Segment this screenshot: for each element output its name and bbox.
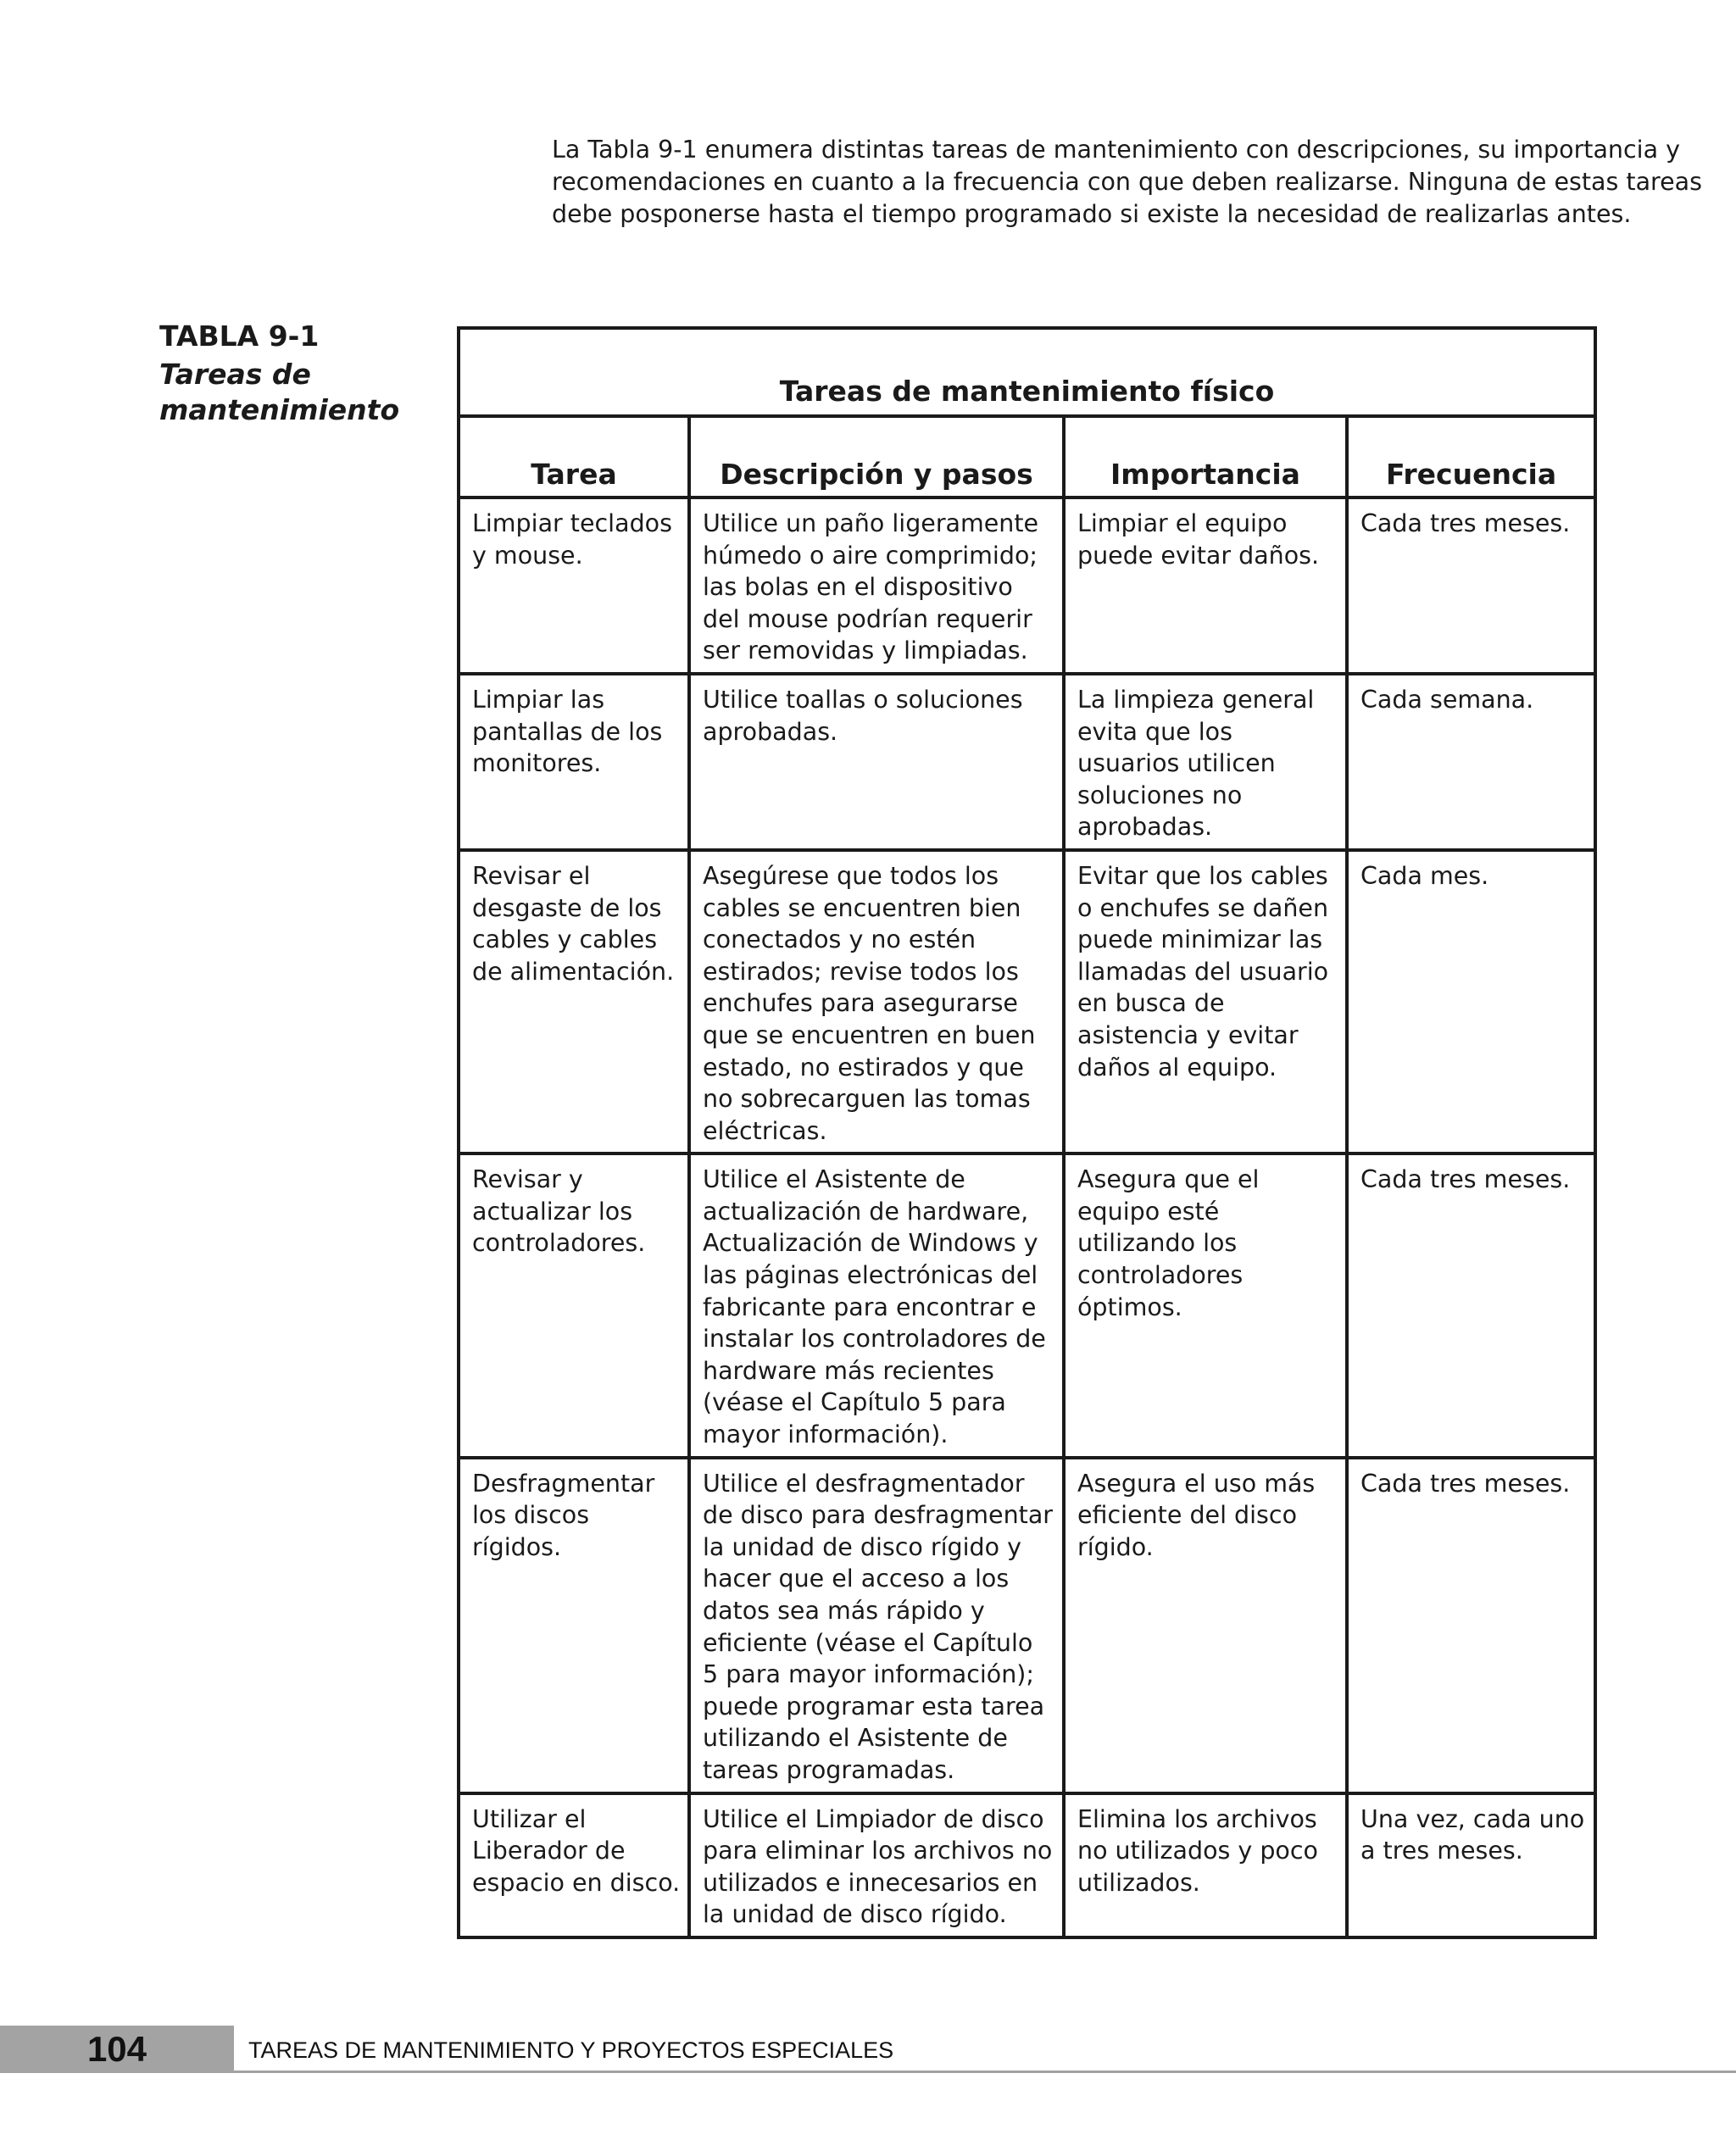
table-number: TABLA 9-1	[159, 320, 320, 353]
importancia-cell: La limpieza general evita que los usuarios utilicen soluciones no aprobadas.	[1064, 674, 1347, 850]
tarea-cell: Limpiar las pantallas de los monitores.	[459, 674, 689, 850]
table-row	[459, 1153, 1595, 1457]
tarea-cell: Desfragmentar los discos rígidos.	[459, 1458, 689, 1793]
importancia-cell: Elimina los archivos no utilizados y poco utilizados.	[1064, 1793, 1347, 1937]
frecuencia-cell: Una vez, cada uno a tres meses.	[1347, 1793, 1595, 1937]
frecuencia-cell: Cada semana.	[1347, 674, 1595, 850]
tarea-cell: Revisar el desgaste de los cables y cables de alimentación.	[459, 850, 689, 1153]
table-title: Tareas de mantenimiento físico	[459, 328, 1595, 416]
descripcion-cell: Utilice toallas o soluciones aprobadas.	[689, 674, 1064, 850]
importancia-cell: Limpiar el equipo puede evitar daños.	[1064, 497, 1347, 674]
importancia-cell: Asegura que el equipo esté utilizando los controladores óptimos.	[1064, 1153, 1347, 1457]
page-number: 104	[86, 2029, 147, 2069]
table-row	[459, 1458, 1595, 1793]
intro-paragraph	[552, 134, 1702, 231]
column-header-importancia: Importancia	[1064, 416, 1347, 497]
descripcion-cell: Asegúrese que todos los cables se encuentren bien conectados y no estén estirados; revise todos los enchufes para asegurarse que se encuentren en buen estado, no estirados y que no sobrecarguen las tomas eléctricas.	[689, 850, 1064, 1153]
table-row	[459, 850, 1595, 1153]
footer-divider	[234, 2071, 1736, 2073]
maintenance-table	[457, 326, 1597, 1939]
importancia-cell: Asegura el uso más eficiente del disco rígido.	[1064, 1458, 1347, 1793]
table-caption: Tareas de mantenimiento	[159, 358, 400, 426]
intro-line: recomendaciones en cuanto a la frecuencia con que deben realizarse. Ninguna de estas tareas	[552, 168, 1702, 196]
descripcion-cell: Utilice el Limpiador de disco para eliminar los archivos no utilizados e innecesarios en la unidad de disco rígido.	[689, 1793, 1064, 1937]
column-header-tarea: Tarea	[459, 416, 689, 497]
descripcion-cell: Utilice el Asistente de actualización de hardware, Actualización de Windows y las páginas electrónicas del fabricante para encontrar e instalar los controladores de hardware más recientes (véase el Capítulo 5 para mayor información).	[689, 1153, 1064, 1457]
frecuencia-cell: Cada mes.	[1347, 850, 1595, 1153]
tarea-cell: Limpiar teclados y mouse.	[459, 497, 689, 674]
table-row	[459, 1793, 1595, 1937]
table-side-label	[159, 318, 414, 428]
running-footer-title: TAREAS DE MANTENIMIENTO Y PROYECTOS ESPECIALES	[248, 2037, 894, 2063]
table-row	[459, 497, 1595, 674]
frecuencia-cell: Cada tres meses.	[1347, 1153, 1595, 1457]
intro-line: La Tabla 9-1 enumera distintas tareas de mantenimiento con descripciones, su importancia y	[552, 136, 1680, 164]
tarea-cell: Utilizar el Liberador de espacio en disco.	[459, 1793, 689, 1937]
frecuencia-cell: Cada tres meses.	[1347, 497, 1595, 674]
column-header-frecuencia: Frecuencia	[1347, 416, 1595, 497]
descripcion-cell: Utilice un paño ligeramente húmedo o aire comprimido; las bolas en el dispositivo del mouse podrían requerir ser removidas y limpiadas.	[689, 497, 1064, 674]
column-header-descripcion: Descripción y pasos	[689, 416, 1064, 497]
frecuencia-cell: Cada tres meses.	[1347, 1458, 1595, 1793]
table-row	[459, 674, 1595, 850]
tarea-cell: Revisar y actualizar los controladores.	[459, 1153, 689, 1457]
importancia-cell: Evitar que los cables o enchufes se dañen puede minimizar las llamadas del usuario en busca de asistencia y evitar daños al equipo.	[1064, 850, 1347, 1153]
intro-line: debe posponerse hasta el tiempo programado si existe la necesidad de realizarlas antes.	[552, 200, 1632, 228]
descripcion-cell: Utilice el desfragmentador de disco para desfragmentar la unidad de disco rígido y hacer que el acceso a los datos sea más rápido y eficiente (véase el Capítulo 5 para mayor información); puede programar esta tarea utilizando el Asistente de tareas programadas.	[689, 1458, 1064, 1793]
